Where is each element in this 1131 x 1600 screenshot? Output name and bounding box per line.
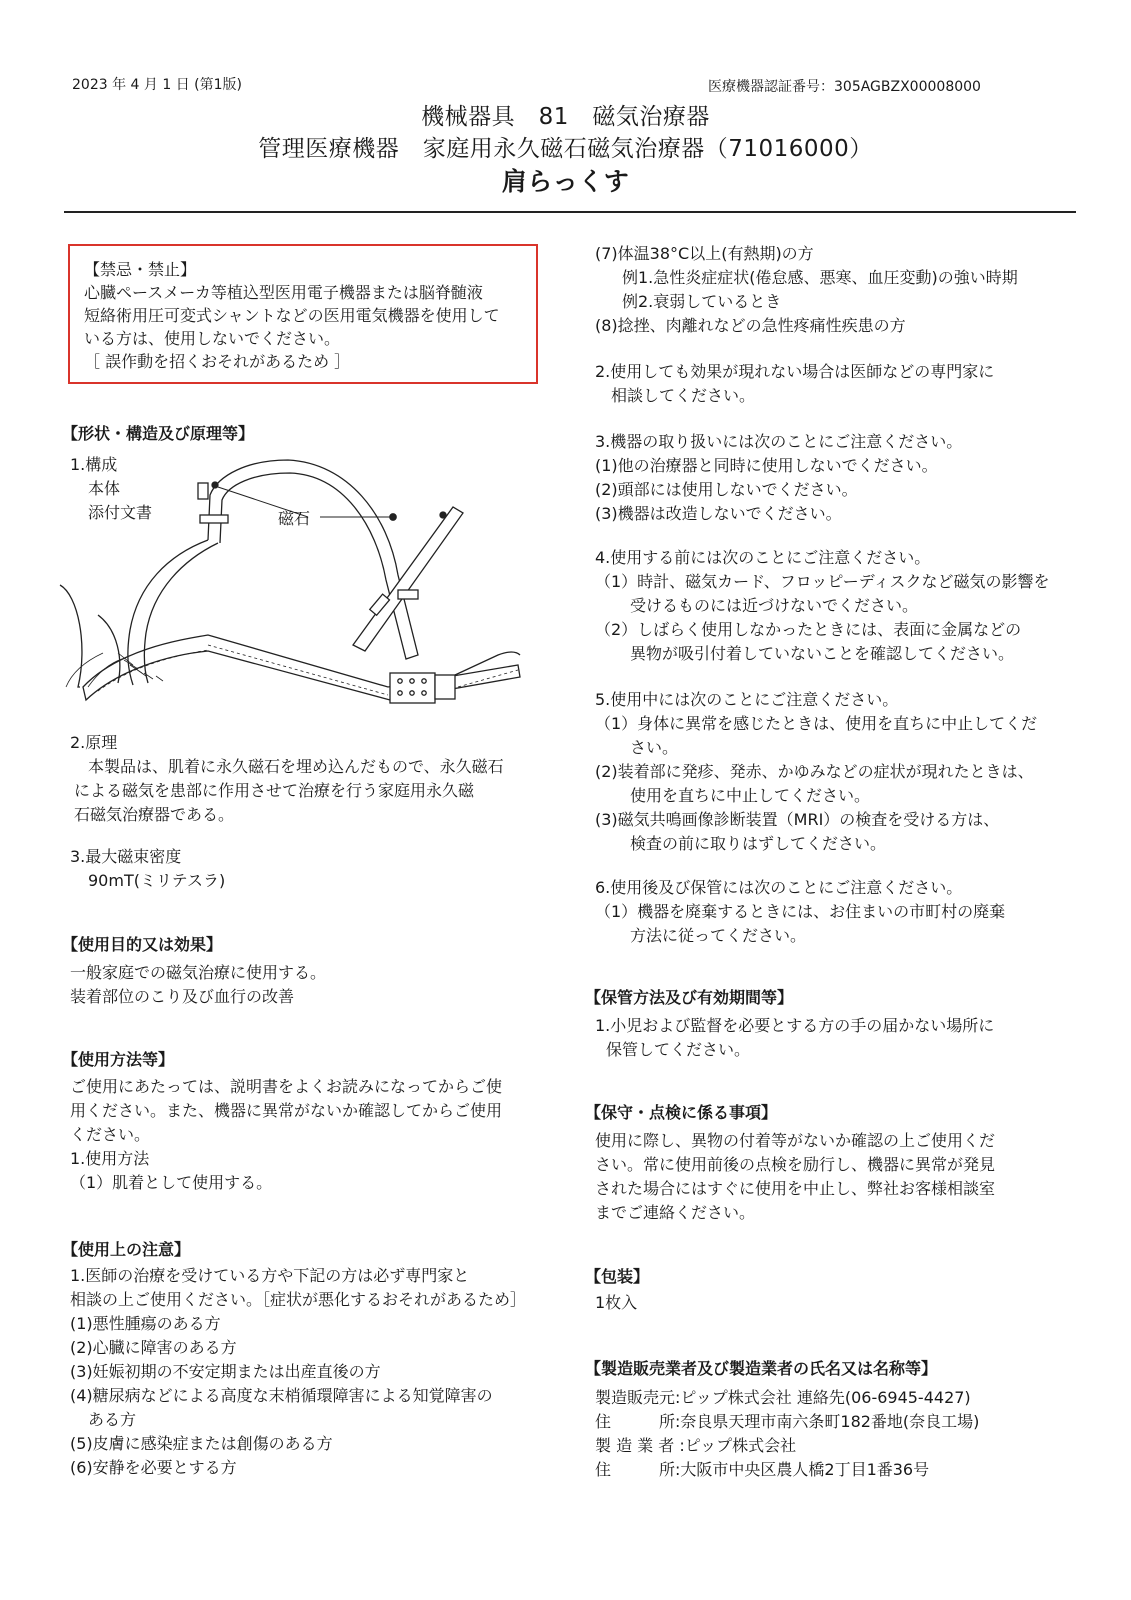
maintenance-line: された場合にはすぐに使用を中止し、弊社お客様相談室 <box>595 1179 996 1198</box>
contraindication-line: いる方は、使用しないでください。 <box>84 329 341 348</box>
purpose-line: 一般家庭での磁気治療に使用する。 <box>70 963 327 982</box>
maintenance-heading: 【保守・点検に係る事項】 <box>585 1103 778 1122</box>
composition-body: 本体 <box>88 479 121 498</box>
caution-line: 2.使用しても効果が現れない場合は医師などの専門家に <box>595 362 995 381</box>
purpose-heading: 【使用目的又は効果】 <box>62 935 223 954</box>
contraindication-heading: 【禁忌・禁止】 <box>84 260 197 279</box>
caution-line: 5.使用中には次のことにご注意ください。 <box>595 690 899 709</box>
caution-line: 異物が吸引付着していないことを確認してください。 <box>630 644 1015 663</box>
document-category-title: 機械器具 81 磁気治療器 <box>421 104 710 130</box>
caution-line: 受けるものには近づけないでください。 <box>630 596 919 615</box>
caution-line: 相談の上ご使用ください。［症状が悪化するおそれがあるため］ <box>70 1290 527 1309</box>
caution-line: さい。 <box>630 738 679 757</box>
shape-heading: 【形状・構造及び原理等】 <box>62 424 255 443</box>
caution-heading: 【使用上の注意】 <box>62 1240 191 1259</box>
packaging-line: 1枚入 <box>595 1293 638 1312</box>
caution-line: （1）身体に異常を感じたときは、使用を直ちに中止してくだ <box>595 714 1038 733</box>
maker-heading: 【製造販売業者及び製造業者の氏名又は名称等】 <box>585 1359 938 1378</box>
caution-line: （1）機器を廃棄するときには、お住まいの市町村の廃棄 <box>595 902 1006 921</box>
caution-line: (4)糖尿病などによる高度な末梢循環障害による知覚障害の <box>70 1386 493 1405</box>
maker-line: 住 所:奈良県天理市南六条町182番地(奈良工場) <box>595 1412 980 1431</box>
contraindication-line: ［ 誤作動を招くおそれがあるため ］ <box>84 352 351 371</box>
principle-item: 2.原理 <box>70 733 118 752</box>
certification-number: 医療機器認証番号：305AGBZX00008000 <box>708 79 981 95</box>
principle-line: による磁気を患部に作用させて治療を行う家庭用永久磁 <box>74 781 475 800</box>
caution-line: 検査の前に取りはずしてください。 <box>630 834 887 853</box>
flux-item: 3.最大磁束密度 <box>70 847 182 866</box>
caution-line: (3)妊娠初期の不安定期または出産直後の方 <box>70 1362 381 1381</box>
purpose-line: 装着部位のこり及び血行の改善 <box>70 987 295 1006</box>
caution-line: （1）時計、磁気カード、フロッピーディスクなど磁気の影響を <box>595 572 1050 591</box>
caution-line: 1.医師の治療を受けている方や下記の方は必ず専門家と <box>70 1266 470 1285</box>
caution-line: 方法に従ってください。 <box>630 926 807 945</box>
magnet-label: 磁石 <box>278 509 311 528</box>
caution-line: (1)悪性腫瘍のある方 <box>70 1314 221 1333</box>
contraindication-line: 心臓ペースメーカ等植込型医用電子機器または脳脊髄液 <box>84 283 483 302</box>
caution-line: (2)装着部に発疹、発赤、かゆみなどの症状が現れたときは、 <box>595 762 1034 781</box>
caution-line: （2）しばらく使用しなかったときには、表面に金属などの <box>595 620 1022 639</box>
maintenance-line: までご連絡ください。 <box>595 1203 756 1222</box>
maker-line: 住 所:大阪市中央区農人橋2丁目1番36号 <box>595 1460 930 1479</box>
method-heading: 【使用方法等】 <box>62 1050 175 1069</box>
method-line: ご使用にあたっては、説明書をよくお読みになってからご使 <box>70 1077 503 1096</box>
caution-line: 例2.衰弱しているとき <box>622 292 782 311</box>
packaging-heading: 【包装】 <box>585 1267 650 1286</box>
caution-line: 4.使用する前には次のことにご注意ください。 <box>595 548 931 567</box>
flux-value: 90mT(ミリテスラ) <box>88 871 226 890</box>
storage-heading: 【保管方法及び有効期間等】 <box>585 988 794 1007</box>
method-line: 1.使用方法 <box>70 1149 150 1168</box>
caution-line: (8)捻挫、肉離れなどの急性疼痛性疾患の方 <box>595 316 906 335</box>
caution-line: 3.機器の取り扱いには次のことにご注意ください。 <box>595 432 963 451</box>
document-classification-title: 管理医療機器 家庭用永久磁石磁気治療器（71016000） <box>258 136 873 162</box>
maker-line: 製 造 業 者 :ピップ株式会社 <box>595 1436 797 1455</box>
caution-line: (2)頭部には使用しないでください。 <box>595 480 858 499</box>
method-line: （1）肌着として使用する。 <box>70 1173 273 1192</box>
caution-line: 6.使用後及び保管には次のことにご注意ください。 <box>595 878 963 897</box>
maintenance-line: 使用に際し、異物の付着等がないか確認の上ご使用くだ <box>595 1131 996 1150</box>
issue-date: 2023 年 4 月 1 日 (第1版) <box>72 77 242 93</box>
caution-line: 使用を直ちに中止してください。 <box>630 786 871 805</box>
contraindication-box <box>68 244 538 384</box>
caution-line: (3)機器は改造しないでください。 <box>595 504 842 523</box>
caution-line: (3)磁気共鳴画像診断装置（MRI）の検査を受ける方は、 <box>595 810 1000 829</box>
principle-line: 本製品は、肌着に永久磁石を埋め込んだもので、永久磁石 <box>88 757 504 776</box>
storage-line: 1.小児および監督を必要とする方の手の届かない場所に <box>595 1016 995 1035</box>
product-name: 肩らっくす <box>501 167 630 196</box>
caution-line: (2)心臓に障害のある方 <box>70 1338 237 1357</box>
composition-document: 添付文書 <box>88 503 153 522</box>
caution-line: 例1.急性炎症症状(倦怠感、悪寒、血圧変動)の強い時期 <box>622 268 1018 287</box>
method-line: 用ください。また、機器に異常がないか確認してからご使用 <box>70 1101 503 1120</box>
maintenance-line: さい。常に使用前後の点検を励行し、機器に異常が発見 <box>595 1155 996 1174</box>
caution-line: (7)体温38°C以上(有熱期)の方 <box>595 244 814 263</box>
storage-line: 保管してください。 <box>606 1040 751 1059</box>
composition-item: 1.構成 <box>70 455 118 474</box>
principle-line: 石磁気治療器である。 <box>74 805 235 824</box>
header-divider <box>64 211 1076 213</box>
caution-line: (5)皮膚に感染症または創傷のある方 <box>70 1434 333 1453</box>
method-line: ください。 <box>70 1125 151 1144</box>
contraindication-line: 短絡術用圧可変式シャントなどの医用電気機器を使用して <box>84 306 500 325</box>
caution-line: ある方 <box>88 1410 137 1429</box>
caution-line: (1)他の治療器と同時に使用しないでください。 <box>595 456 938 475</box>
maker-line: 製造販売元:ピップ株式会社 連絡先(06-6945-4427) <box>595 1388 971 1407</box>
product-illustration <box>58 455 534 720</box>
caution-line: (6)安静を必要とする方 <box>70 1458 237 1477</box>
caution-line: 相談してください。 <box>611 386 756 405</box>
